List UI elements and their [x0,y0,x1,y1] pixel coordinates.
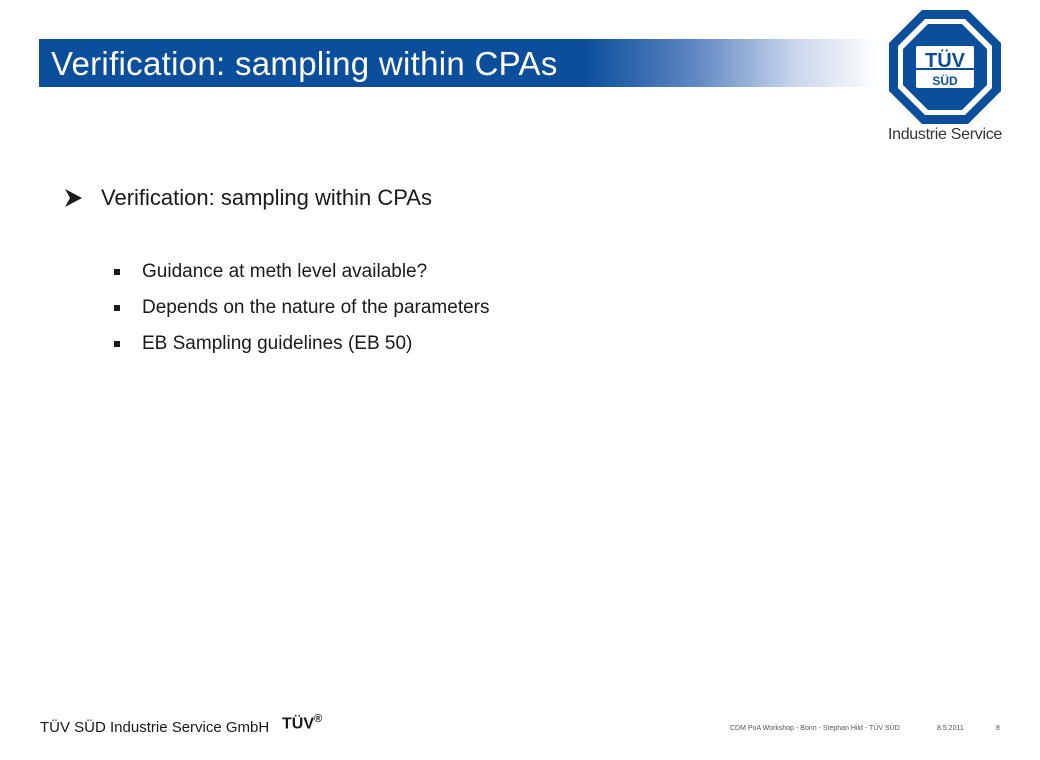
main-bullet-text: Verification: sampling within CPAs [101,185,432,210]
logo-brand-top: TÜV [925,50,965,72]
square-bullet-icon [114,269,120,275]
logo-brand-bottom: SÜD [932,74,958,88]
sub-bullet-list [62,254,882,362]
sub-bullet [114,254,882,290]
footer-date: 8.5.2011 [937,725,964,732]
logo-caption: Industrie Service [887,126,1003,143]
footer-tuv-mark [282,713,322,733]
arrow-bullet-icon [62,187,84,209]
tuv-octagon-icon [880,8,1010,126]
slide-title: Verification: sampling within CPAs [51,45,558,82]
sub-bullet [114,290,882,326]
sub-bullet-text: Depends on the nature of the parameters [142,297,490,318]
sub-bullet-text: Guidance at meth level available? [142,261,428,282]
main-bullet [62,180,882,216]
registered-icon: ® [314,713,323,725]
slide-content [62,180,882,362]
footer-company: TÜV SÜD Industrie Service GmbH [40,719,270,736]
sub-bullet-text: EB Sampling guidelines (EB 50) [142,333,413,354]
footer-page-number: 8 [996,725,1000,732]
footer-event: CDM PoA Workshop - Bonn - Stephan Hild - TÜV SÜD [730,725,900,732]
square-bullet-icon [114,305,120,311]
title-bar [39,39,879,87]
sub-bullet [114,326,882,362]
footer-mark-text: TÜV [282,715,314,733]
square-bullet-icon [114,341,120,347]
tuv-sud-logo [880,8,1010,148]
